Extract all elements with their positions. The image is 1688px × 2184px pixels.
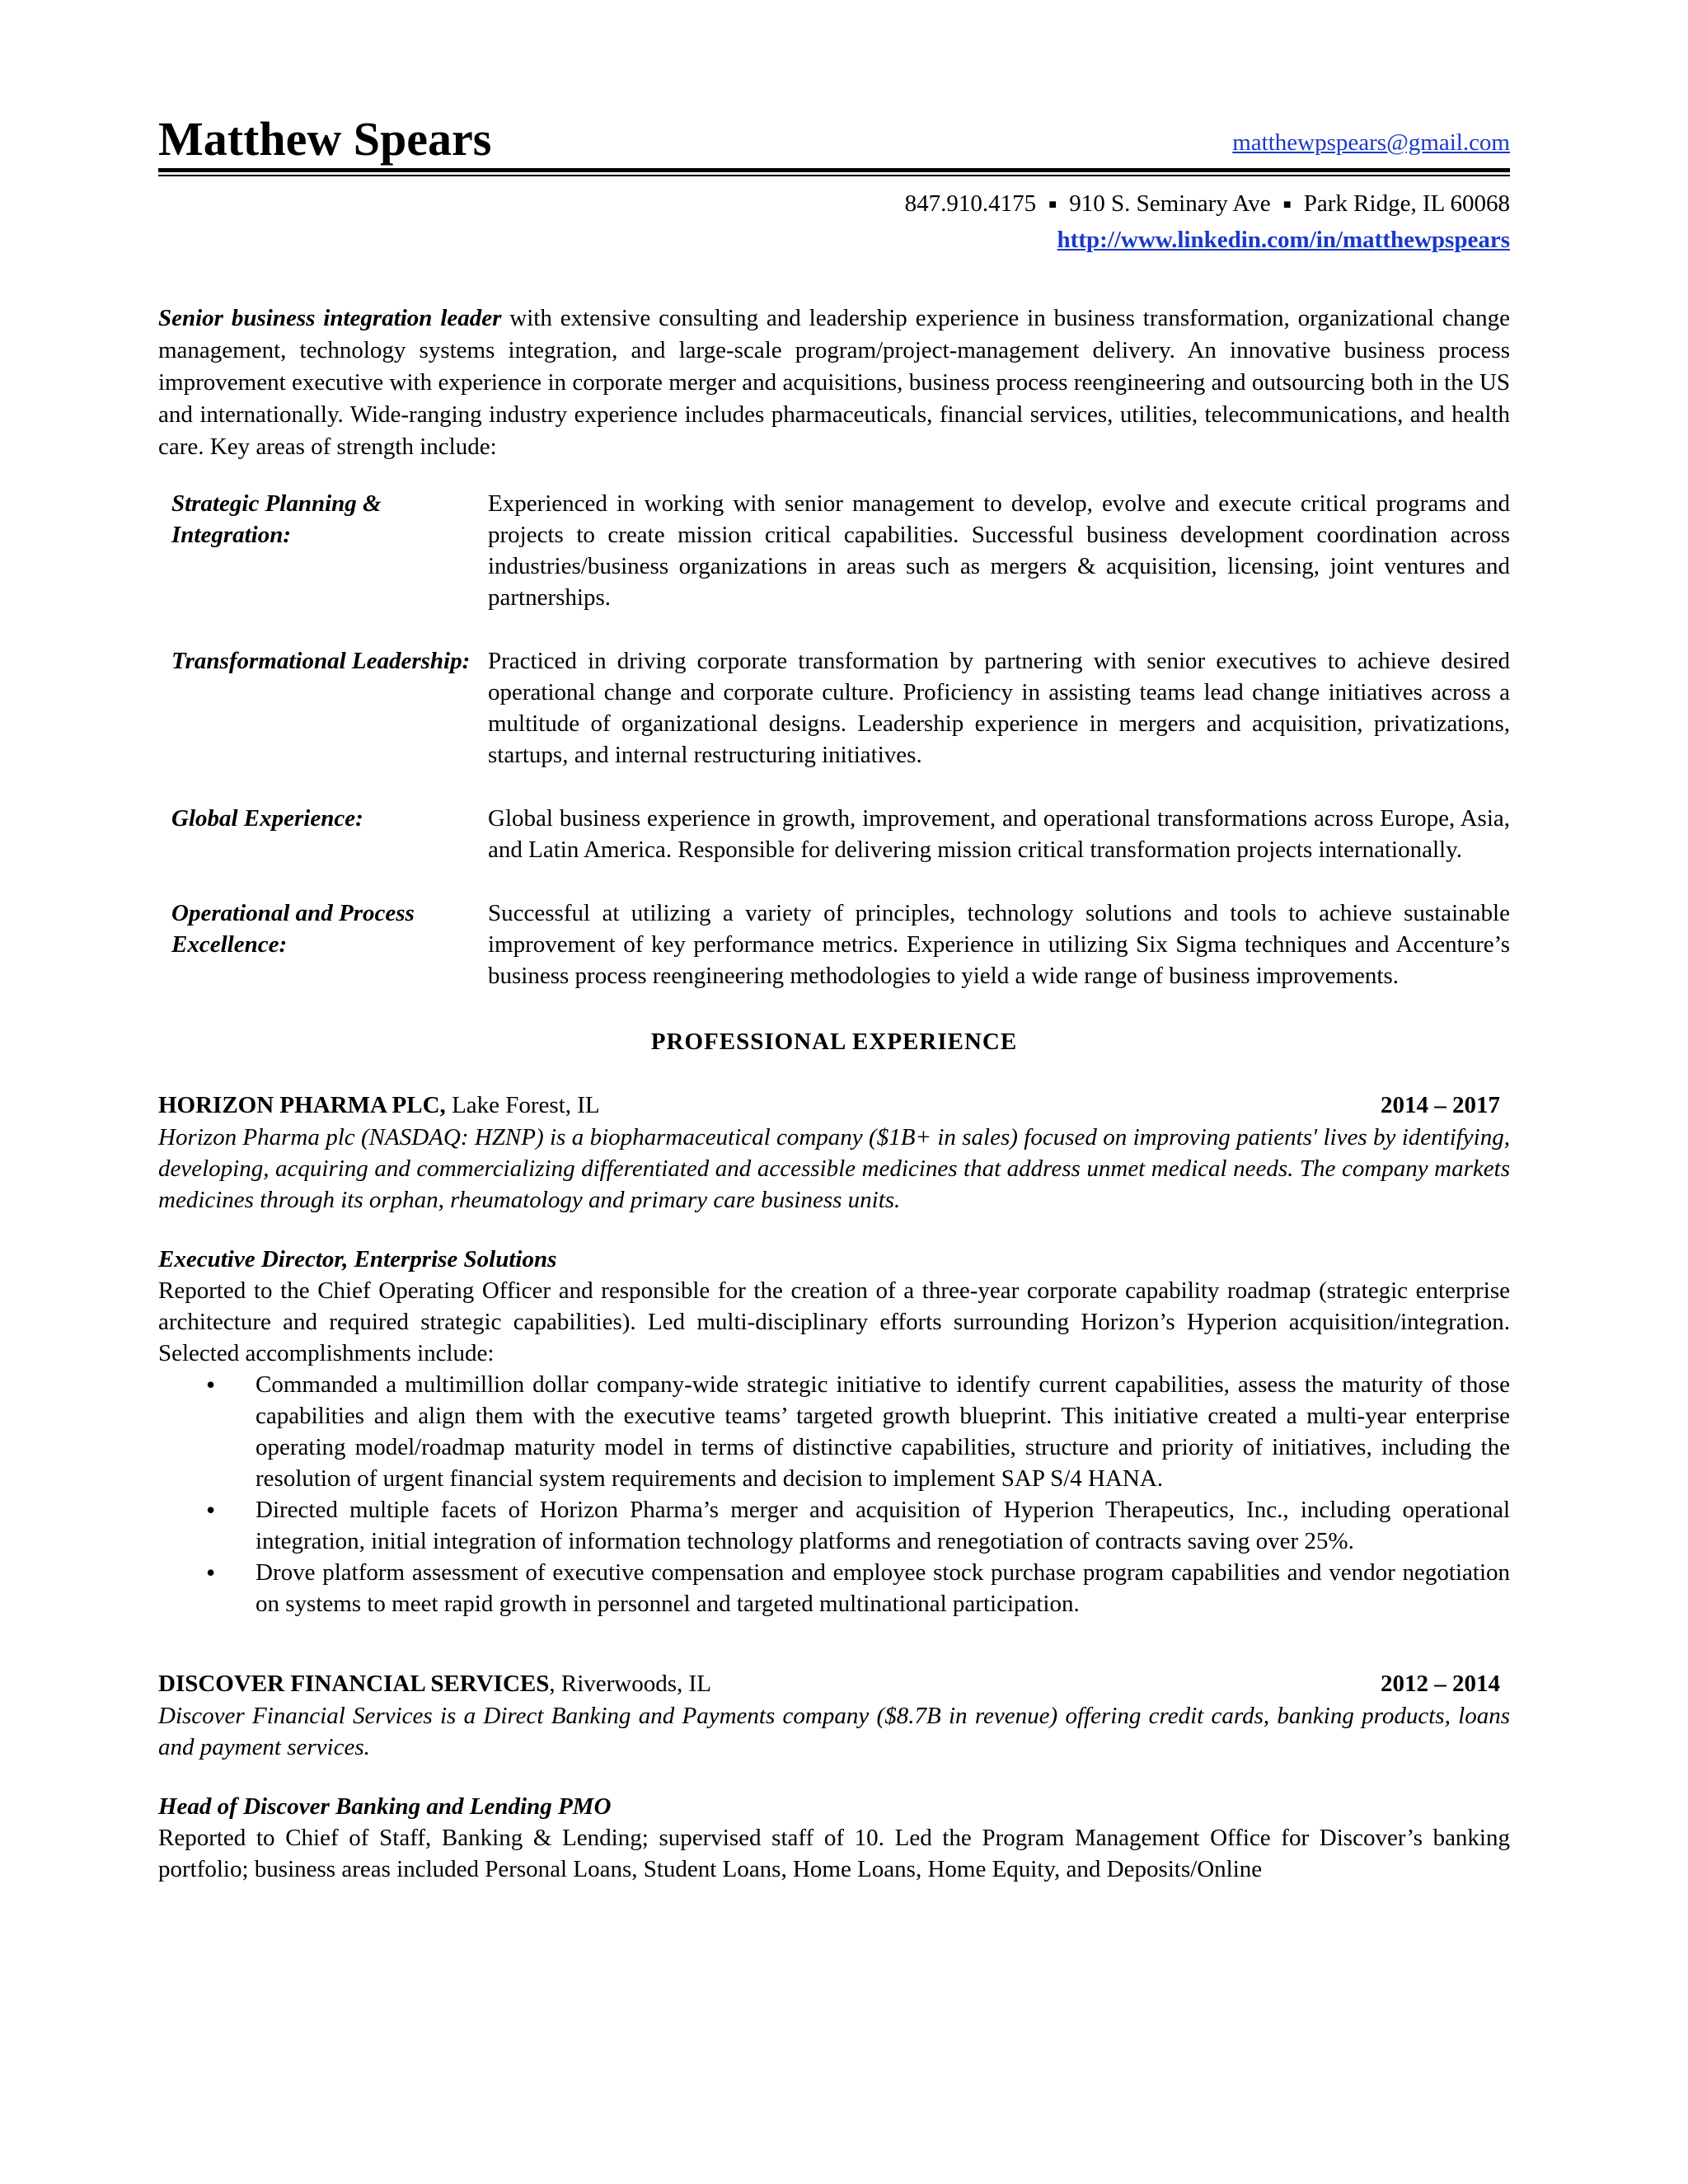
job-discover — [158, 1667, 1510, 1885]
email-link[interactable]: matthewpspears@gmail.com — [1232, 129, 1510, 156]
role-title: Executive Director, Enterprise Solutions — [158, 1246, 557, 1273]
strength-text: Practiced in driving corporate transformation by partnering with senior executives to achieve desired operational change and corporate culture. Proficiency in assisting teams lead change initiatives across a multitude of organizational designs. Leadership experience in mergers and acquisition, privatizations, startups, and internal restructuring initiatives. — [488, 648, 1510, 769]
list-item: • Commanded a multimillion dollar company-wide strategic initiative to identify current capabilities, assess the maturity of those capabilities and align them with the executive teams’ targeted growth blueprint. This initiative created a multi-year enterprise operating model/roadmap maturity model in terms of distinctive capabilities, structure and priority of initiatives, including the resolution of urgent financial system requirements and decision to implement SAP S/4 HANA. — [256, 1369, 1510, 1494]
strength-label: Transformational Leadership: — [171, 648, 471, 675]
accomplishments-list — [158, 1369, 1510, 1619]
strength-item — [158, 803, 1510, 865]
job-horizon — [158, 1089, 1510, 1619]
strength-text: Experienced in working with senior management to develop, evolve and execute critical programs and projects to create mission critical capabilities. Successful business development coordination across industries/business organizations in areas such as mergers & acquisition, licensing, joint ventures and partnerships. — [488, 490, 1510, 612]
address: 910 S. Seminary Ave — [1069, 190, 1271, 217]
strengths-list — [158, 488, 1510, 991]
strength-label: Strategic Planning & Integration: — [171, 490, 382, 549]
company-name: DISCOVER FINANCIAL SERVICES — [158, 1671, 550, 1698]
company-name: HORIZON PHARMA PLC, — [158, 1092, 446, 1119]
candidate-name: Matthew Spears — [158, 112, 492, 166]
job-dates: 2012 – 2014 — [1381, 1671, 1500, 1698]
job-header — [158, 1667, 1510, 1700]
resume-page — [158, 112, 1510, 1885]
job-dates: 2014 – 2017 — [1381, 1092, 1500, 1119]
company-location: , Riverwoods, IL — [549, 1671, 711, 1698]
role-title: Head of Discover Banking and Lending PMO — [158, 1793, 612, 1821]
company-description: Discover Financial Services is a Direct Banking and Payments company ($8.7B in revenue) offering credit cards, banking products, loans and payment services. — [158, 1703, 1510, 1761]
header — [158, 112, 1510, 166]
phone: 847.910.4175 — [904, 190, 1037, 217]
square-bullet-icon: ■ — [1048, 198, 1057, 213]
strength-item — [158, 898, 1510, 991]
strength-label: Global Experience: — [171, 805, 363, 832]
summary-body: with extensive consulting and leadership experience in business transformation, organizational change management, technology systems integration, and large-scale program/project-management delivery. An innovative business process improvement executive with experience in corporate merger and acquisitions, business process reengineering and outsourcing both in the US and internationally. Wide-ranging industry experience includes pharmaceuticals, financial services, utilities, telecommunications, and health care. Key areas of strength include: — [158, 305, 1510, 461]
role-description: Reported to the Chief Operating Officer and responsible for the creation of a three-year corporate capability roadmap (strategic enterprise architecture and required strategic capabilities). Led multi-disciplinary efforts surrounding Horizon’s Hyperion acquisition/integration. Selected accomplishments include: — [158, 1277, 1510, 1367]
role-description: Reported to Chief of Staff, Banking & Lending; supervised staff of 10. Led the Program Management Office for Discover’s banking portfolio; business areas included Personal Loans, Student Loans, Home Loans, Home Equity, and Deposits/Online — [158, 1825, 1510, 1883]
summary — [158, 302, 1510, 463]
job-company-line — [158, 1089, 600, 1122]
strength-text: Successful at utilizing a variety of principles, technology solutions and tools to achieve sustainable improvement of key performance metrics. Experience in utilizing Six Sigma techniques and Accenture’s business process reengineering methodologies to yield a wide range of business improvements. — [488, 900, 1510, 990]
company-location: Lake Forest, IL — [445, 1092, 600, 1119]
list-item: • Directed multiple facets of Horizon Pharma’s merger and acquisition of Hyperion Therapeutics, Inc., including operational integration, initial integration of information technology platforms and renegotiation of contracts saving over 25%. — [256, 1494, 1510, 1557]
summary-lead: Senior business integration leader — [158, 305, 502, 332]
job-header — [158, 1089, 1510, 1122]
company-description: Horizon Pharma plc (NASDAQ: HZNP) is a biopharmaceutical company ($1B+ in sales) focused on improving patients' lives by identifying, developing, acquiring and commercializing differentiated and accessible medicines that address unmet medical needs. The company markets medicines through its orphan, rheumatology and primary care business units. — [158, 1124, 1510, 1214]
header-rule-thin — [158, 175, 1510, 176]
strength-label: Operational and Process Excellence: — [171, 900, 415, 958]
strength-item — [158, 645, 1510, 771]
linkedin-link[interactable]: http://www.linkedin.com/in/matthewpspears — [1057, 227, 1510, 254]
square-bullet-icon: ■ — [1282, 198, 1292, 213]
city: Park Ridge, IL 60068 — [1303, 190, 1510, 217]
experience-heading: PROFESSIONAL EXPERIENCE — [650, 1029, 1018, 1056]
header-rule-thick — [158, 168, 1510, 172]
strength-text: Global business experience in growth, improvement, and operational transformations across Europe, Asia, and Latin America. Responsible for delivering mission critical transformation projects internationally. — [488, 805, 1510, 864]
list-item: • Drove platform assessment of executive compensation and employee stock purchase program capabilities and vendor negotiation on systems to meet rapid growth in personnel and targeted multinational participation. — [256, 1557, 1510, 1619]
job-company-line — [158, 1667, 711, 1700]
contact-info — [158, 186, 1510, 257]
strength-item — [158, 488, 1510, 613]
